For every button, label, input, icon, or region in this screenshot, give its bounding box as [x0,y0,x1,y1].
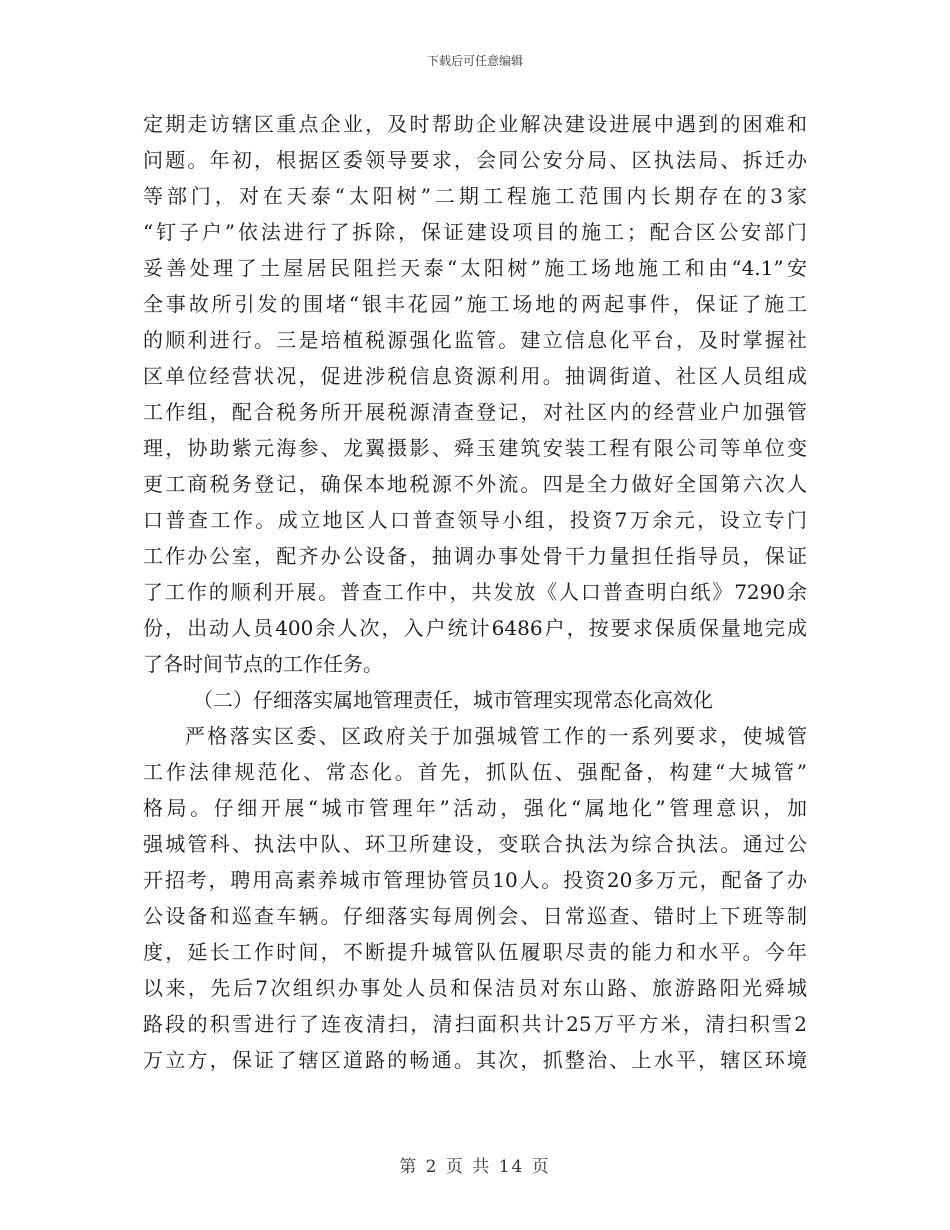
body-line: 了工作的顺利开展。普查工作中，共发放《人口普查明白纸》7290余 [143,580,807,604]
body-line: 份，出动人员400余人次，入户统计6486户，按要求保质保量地完成 [143,616,807,640]
document-body [143,106,807,1078]
body-line: 定期走访辖区重点企业，及时帮助企业解决建设进展中遇到的困难和 [143,112,807,136]
body-line: 强城管科、执法中队、环卫所建设，变联合执法为综合执法。通过公 [143,832,807,856]
body-line: 妥善处理了土屋居民阻拦天泰“太阳树”施工场地施工和由“4.1”安 [143,256,807,280]
body-line: 口普查工作。成立地区人口普查领导小组，投资7万余元，设立专门 [143,508,807,532]
body-line: 公设备和巡查车辆。仔细落实每周例会、日常巡查、错时上下班等制 [143,904,807,928]
body-line: 格局。仔细开展“城市管理年”活动，强化“属地化”管理意识，加 [143,796,807,820]
body-line: 开招考，聘用高素养城市管理协管员10人。投资20多万元，配备了办 [143,868,807,892]
body-line: 理，协助紫元海参、龙翼摄影、舜玉建筑安装工程有限公司等单位变 [143,436,807,460]
body-line: 工作法律规范化、常态化。首先，抓队伍、强配备，构建“大城管” [143,760,807,784]
body-line: 问题。年初，根据区委领导要求，会同公安分局、区执法局、拆迁办 [143,148,807,172]
body-line: 路段的积雪进行了连夜清扫，清扫面积共计25万平方米，清扫积雪2 [143,1012,807,1036]
body-line: 度，延长工作时间，不断提升城管队伍履职尽责的能力和水平。今年 [143,940,807,964]
body-line: 了各时间节点的工作任务。 [143,652,383,676]
body-line: 等部门，对在天泰“太阳树”二期工程施工范围内长期存在的3家 [143,184,807,208]
body-line: 万立方，保证了辖区道路的畅通。其次，抓整治、上水平，辖区环境 [143,1048,807,1072]
body-line: 全事故所引发的围堵“银丰花园”施工场地的两起事件，保证了施工 [143,292,807,316]
body-line: 的顺利进行。三是培植税源强化监管。建立信息化平台，及时掌握社 [143,328,807,352]
body-line: 工作组，配合税务所开展税源清查登记，对社区内的经营业户加强管 [143,400,807,424]
page-header-note: 下载后可任意编辑 [426,54,523,68]
body-line: 更工商税务登记，确保本地税源不外流。四是全力做好全国第六次人 [143,472,807,496]
body-line: 严格落实区委、区政府关于加强城管工作的一系列要求，使城管 [185,724,807,748]
section-heading: （二）仔细落实属地管理责任，城市管理实现常态化高效化 [193,688,713,712]
body-line: 区单位经营状况，促进涉税信息资源利用。抽调街道、社区人员组成 [143,364,807,388]
body-line: 工作办公室，配齐办公设备，抽调办事处骨干力量担任指导员，保证 [143,544,807,568]
page-number: 第 2 页 共 14 页 [399,1157,551,1177]
body-line: “钉子户”依法进行了拆除，保证建设项目的施工；配合区公安部门 [143,220,807,244]
body-line: 以来，先后7次组织办事处人员和保洁员对东山路、旅游路阳光舜城 [143,976,807,1000]
